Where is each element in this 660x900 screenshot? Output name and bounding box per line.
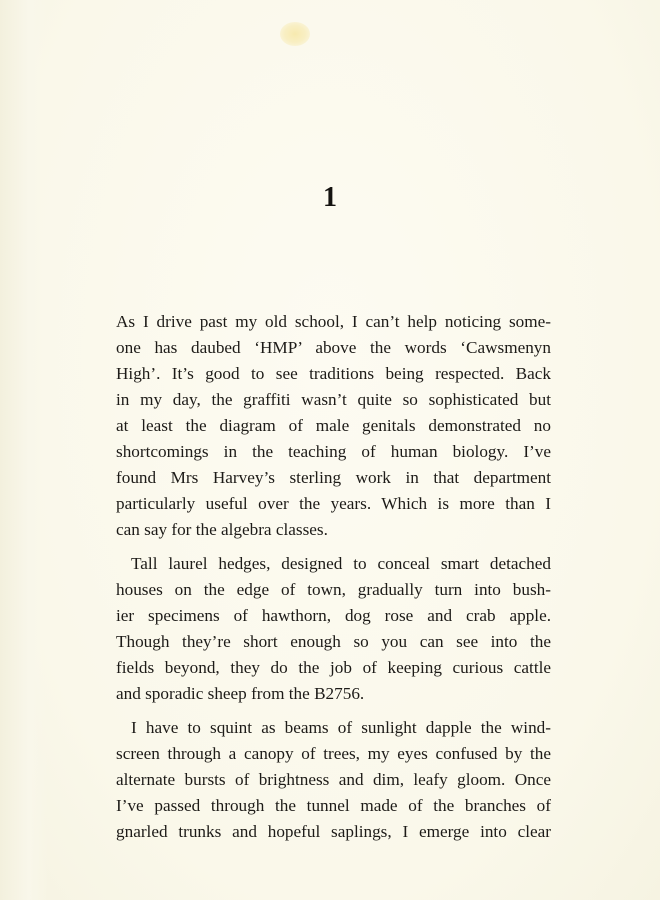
- body-text: [116, 309, 551, 845]
- text-line: alternate bursts of brightness and dim, leafy gloom. Once: [116, 770, 551, 789]
- text-line: can say for the algebra classes.: [116, 520, 328, 539]
- page-gutter-shadow: [0, 0, 48, 900]
- text-line: As I drive past my old school, I can’t help noticing some-: [116, 312, 551, 331]
- paragraph-2: [116, 551, 551, 707]
- text-line: and sporadic sheep from the B2756.: [116, 684, 365, 703]
- text-line: shortcomings in the teaching of human biology. I’ve: [116, 442, 551, 461]
- paragraph-spacer: [116, 543, 551, 551]
- text-line: Tall laurel hedges, designed to conceal smart detached: [131, 554, 551, 573]
- text-line: screen through a canopy of trees, my eyes confused by the: [116, 744, 551, 763]
- text-line: High’. It’s good to see traditions being respected. Back: [116, 364, 551, 383]
- text-line: I’ve passed through the tunnel made of the branches of: [116, 796, 551, 815]
- paragraph-1: [116, 309, 551, 543]
- text-line: Though they’re short enough so you can see into the: [116, 632, 551, 651]
- text-line: I have to squint as beams of sunlight dapple the wind-: [131, 718, 551, 737]
- chapter-number: 1: [323, 182, 337, 213]
- paragraph-3: [116, 715, 551, 845]
- text-line: fields beyond, they do the job of keeping curious cattle: [116, 658, 551, 677]
- text-line: ier specimens of hawthorn, dog rose and crab apple.: [116, 606, 551, 625]
- text-line: particularly useful over the years. Which is more than I: [116, 494, 551, 513]
- text-line: gnarled trunks and hopeful saplings, I emerge into clear: [116, 822, 551, 841]
- text-line: at least the diagram of male genitals demonstrated no: [116, 416, 551, 435]
- paper-stain: [280, 22, 310, 46]
- text-line: houses on the edge of town, gradually turn into bush-: [116, 580, 551, 599]
- text-line: found Mrs Harvey’s sterling work in that department: [116, 468, 551, 487]
- text-line: one has daubed ‘HMP’ above the words ‘Cawsmenyn: [116, 338, 551, 357]
- text-line: in my day, the graffiti wasn’t quite so sophisticated but: [116, 390, 551, 409]
- paragraph-spacer: [116, 707, 551, 715]
